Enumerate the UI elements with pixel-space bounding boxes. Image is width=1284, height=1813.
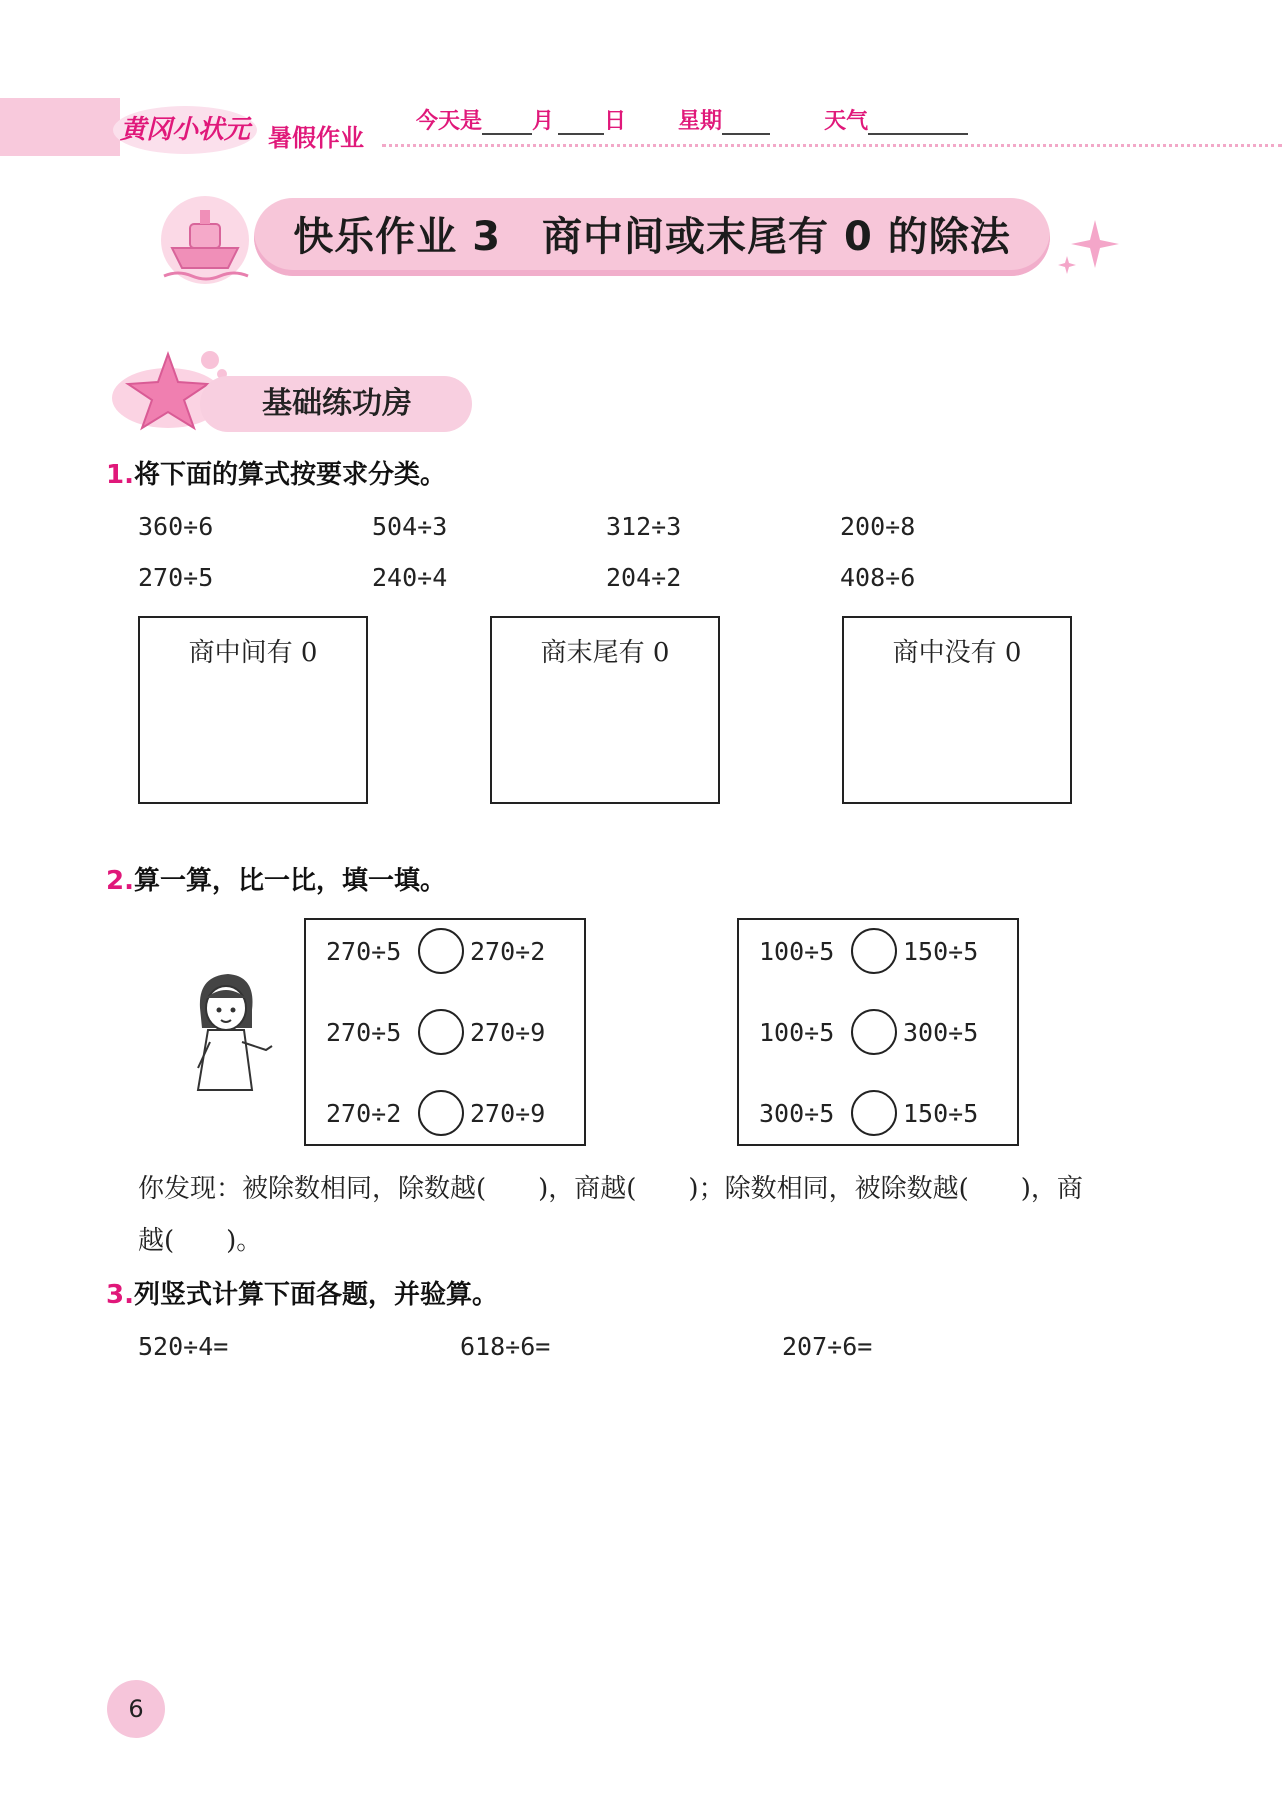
date-prefix: 今天是	[416, 109, 483, 134]
q3-expr: 520÷4=	[138, 1332, 229, 1361]
q2-number: 2.	[106, 866, 134, 896]
compare-circle[interactable]	[418, 928, 464, 974]
sparkle-icon	[1055, 216, 1125, 276]
discover-sentence-line1: 你发现：被除数相同，除数越( )，商越( )；除数相同，被除数越( )，商	[138, 1174, 1083, 1204]
header-subject: 暑假作业	[268, 124, 364, 152]
header-dotted-rule	[382, 144, 1282, 147]
compare-circle[interactable]	[851, 1009, 897, 1055]
q1-expr: 270÷5	[138, 563, 214, 592]
month-blank[interactable]	[482, 133, 532, 135]
page-number: 6	[128, 1695, 144, 1723]
page-title: 快乐作业 3 商中间或末尾有 0 的除法	[293, 214, 1011, 260]
q1-expr: 360÷6	[138, 512, 214, 541]
month-label: 月	[532, 109, 555, 134]
compare-left-b: 270÷9	[470, 1018, 546, 1047]
weather-label: 天气	[824, 109, 869, 134]
compare-right-b: 300÷5	[903, 1018, 979, 1047]
compare-right-a: 100÷5	[759, 937, 835, 966]
q3-expr: 207÷6=	[782, 1332, 873, 1361]
header-band	[0, 98, 120, 156]
q1-expr: 200÷8	[840, 512, 916, 541]
compare-left-a: 270÷5	[326, 1018, 402, 1047]
q1-text: 将下面的算式按要求分类。	[133, 460, 446, 490]
weather-blank[interactable]	[868, 133, 968, 135]
compare-right-a: 100÷5	[759, 1018, 835, 1047]
q1-expr: 504÷3	[372, 512, 448, 541]
svg-text:黄冈小状元: 黄冈小状元	[120, 115, 251, 145]
q3-prompt	[106, 1274, 498, 1311]
q1-prompt	[106, 454, 446, 491]
category-label: 商末尾有 0	[540, 638, 670, 668]
compare-circle[interactable]	[418, 1009, 464, 1055]
compare-circle[interactable]	[851, 928, 897, 974]
girl-illustration	[186, 968, 276, 1096]
compare-right-b: 150÷5	[903, 937, 979, 966]
compare-left-b: 270÷9	[470, 1099, 546, 1128]
compare-circle[interactable]	[418, 1090, 464, 1136]
q3-text: 列竖式计算下面各题，并验算。	[133, 1280, 498, 1310]
q1-expr: 312÷3	[606, 512, 682, 541]
day-label: 日	[604, 109, 627, 134]
category-label: 商中没有 0	[892, 638, 1022, 668]
ship-icon	[150, 190, 260, 290]
discover-sentence-line2: 越( )。	[138, 1226, 263, 1256]
compare-left-b: 270÷2	[470, 937, 546, 966]
weekday-blank[interactable]	[722, 133, 770, 135]
q1-expr: 204÷2	[606, 563, 682, 592]
q2-prompt	[106, 860, 446, 897]
q3-expr: 618÷6=	[460, 1332, 551, 1361]
brand-logo	[110, 100, 260, 158]
weekday-label: 星期	[678, 109, 723, 134]
q1-number: 1.	[106, 460, 134, 490]
compare-left-a: 270÷2	[326, 1099, 402, 1128]
compare-right-b: 150÷5	[903, 1099, 979, 1128]
section-title: 基础练功房	[262, 386, 412, 421]
compare-circle[interactable]	[851, 1090, 897, 1136]
category-label: 商中间有 0	[188, 638, 318, 668]
q3-number: 3.	[106, 1280, 134, 1310]
q2-text: 算一算，比一比，填一填。	[133, 866, 446, 896]
header-date-line	[416, 104, 968, 135]
compare-right-a: 300÷5	[759, 1099, 835, 1128]
q1-expr: 408÷6	[840, 563, 916, 592]
day-blank[interactable]	[558, 133, 604, 135]
q1-expr: 240÷4	[372, 563, 448, 592]
compare-left-a: 270÷5	[326, 937, 402, 966]
